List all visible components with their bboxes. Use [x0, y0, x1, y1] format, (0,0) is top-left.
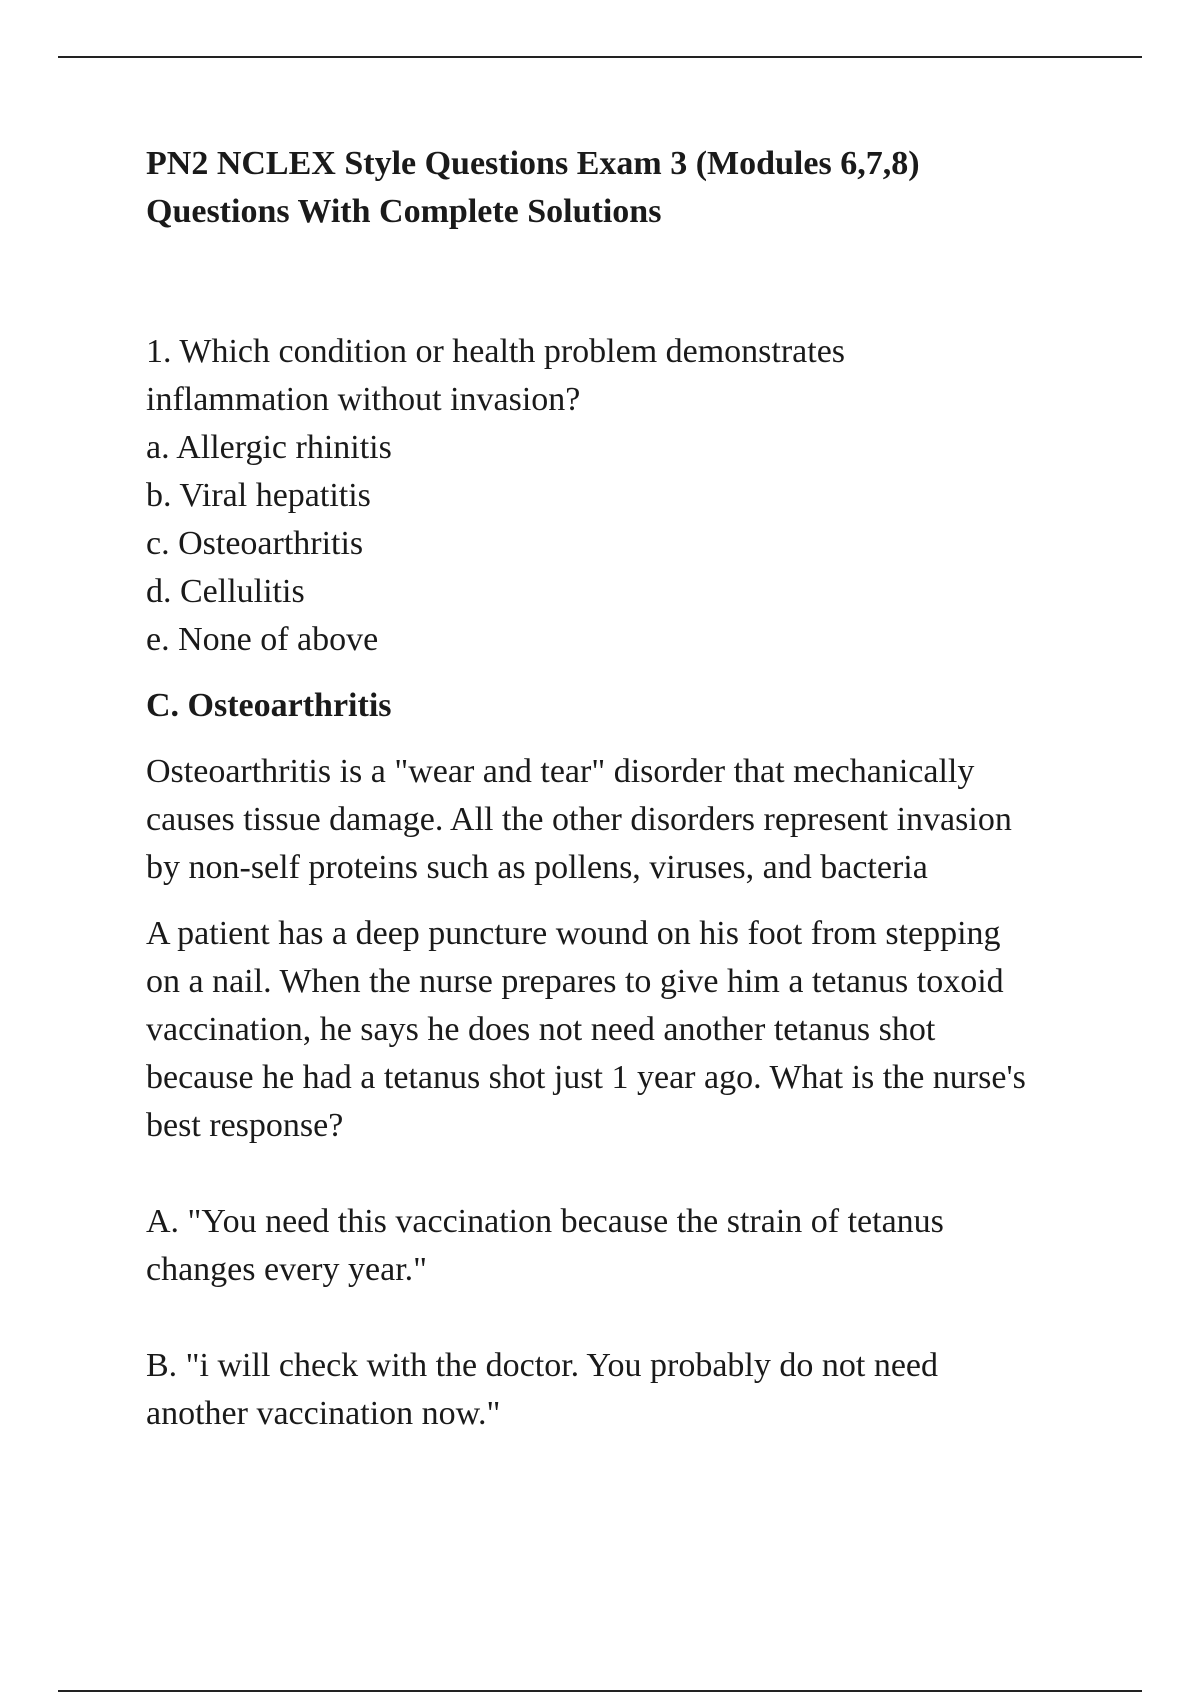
- option-b: b. Viral hepatitis: [146, 477, 371, 514]
- option-d: d. Cellulitis: [146, 573, 305, 610]
- bottom-divider: [58, 1690, 1142, 1692]
- title-line-2: Questions With Complete Solutions: [146, 193, 662, 230]
- question-2-option-b: [146, 1342, 1106, 1438]
- top-divider: [58, 56, 1142, 58]
- explanation-line: by non-self proteins such as pollens, viruses, and bacteria: [146, 849, 928, 886]
- option-e: e. None of above: [146, 621, 379, 658]
- option-a-line: changes every year.": [146, 1251, 428, 1288]
- document-title: [146, 140, 1106, 236]
- option-c: c. Osteoarthritis: [146, 525, 364, 562]
- question-2-stem: [146, 910, 1106, 1150]
- question-2-option-a: [146, 1198, 1106, 1294]
- option-b-line: another vaccination now.": [146, 1395, 501, 1432]
- question-1-stem-line: inflammation without invasion?: [146, 381, 581, 418]
- question-1-options: [146, 424, 1106, 664]
- title-line-1: PN2 NCLEX Style Questions Exam 3 (Modules 6,7,8): [146, 145, 920, 182]
- explanation-line: Osteoarthritis is a "wear and tear" disorder that mechanically: [146, 753, 975, 790]
- question-1-stem: [146, 328, 1106, 424]
- question-1-stem-line: 1. Which condition or health problem demonstrates: [146, 333, 846, 370]
- question-2-stem-line: best response?: [146, 1107, 344, 1144]
- question-2-stem-line: A patient has a deep puncture wound on his foot from stepping: [146, 915, 1001, 952]
- question-2-stem-line: vaccination, he says he does not need another tetanus shot: [146, 1011, 936, 1048]
- option-a: a. Allergic rhinitis: [146, 429, 392, 466]
- explanation-line: causes tissue damage. All the other disorders represent invasion: [146, 801, 1012, 838]
- question-1-answer: C. Osteoarthritis: [146, 687, 392, 724]
- question-1-explanation: [146, 748, 1106, 892]
- document-body: [146, 140, 1106, 1438]
- option-a-line: A. "You need this vaccination because the strain of tetanus: [146, 1203, 944, 1240]
- question-2-stem-line: on a nail. When the nurse prepares to give him a tetanus toxoid: [146, 963, 1004, 1000]
- question-2-stem-line: because he had a tetanus shot just 1 year ago. What is the nurse's: [146, 1059, 1026, 1096]
- option-b-line: B. "i will check with the doctor. You probably do not need: [146, 1347, 939, 1384]
